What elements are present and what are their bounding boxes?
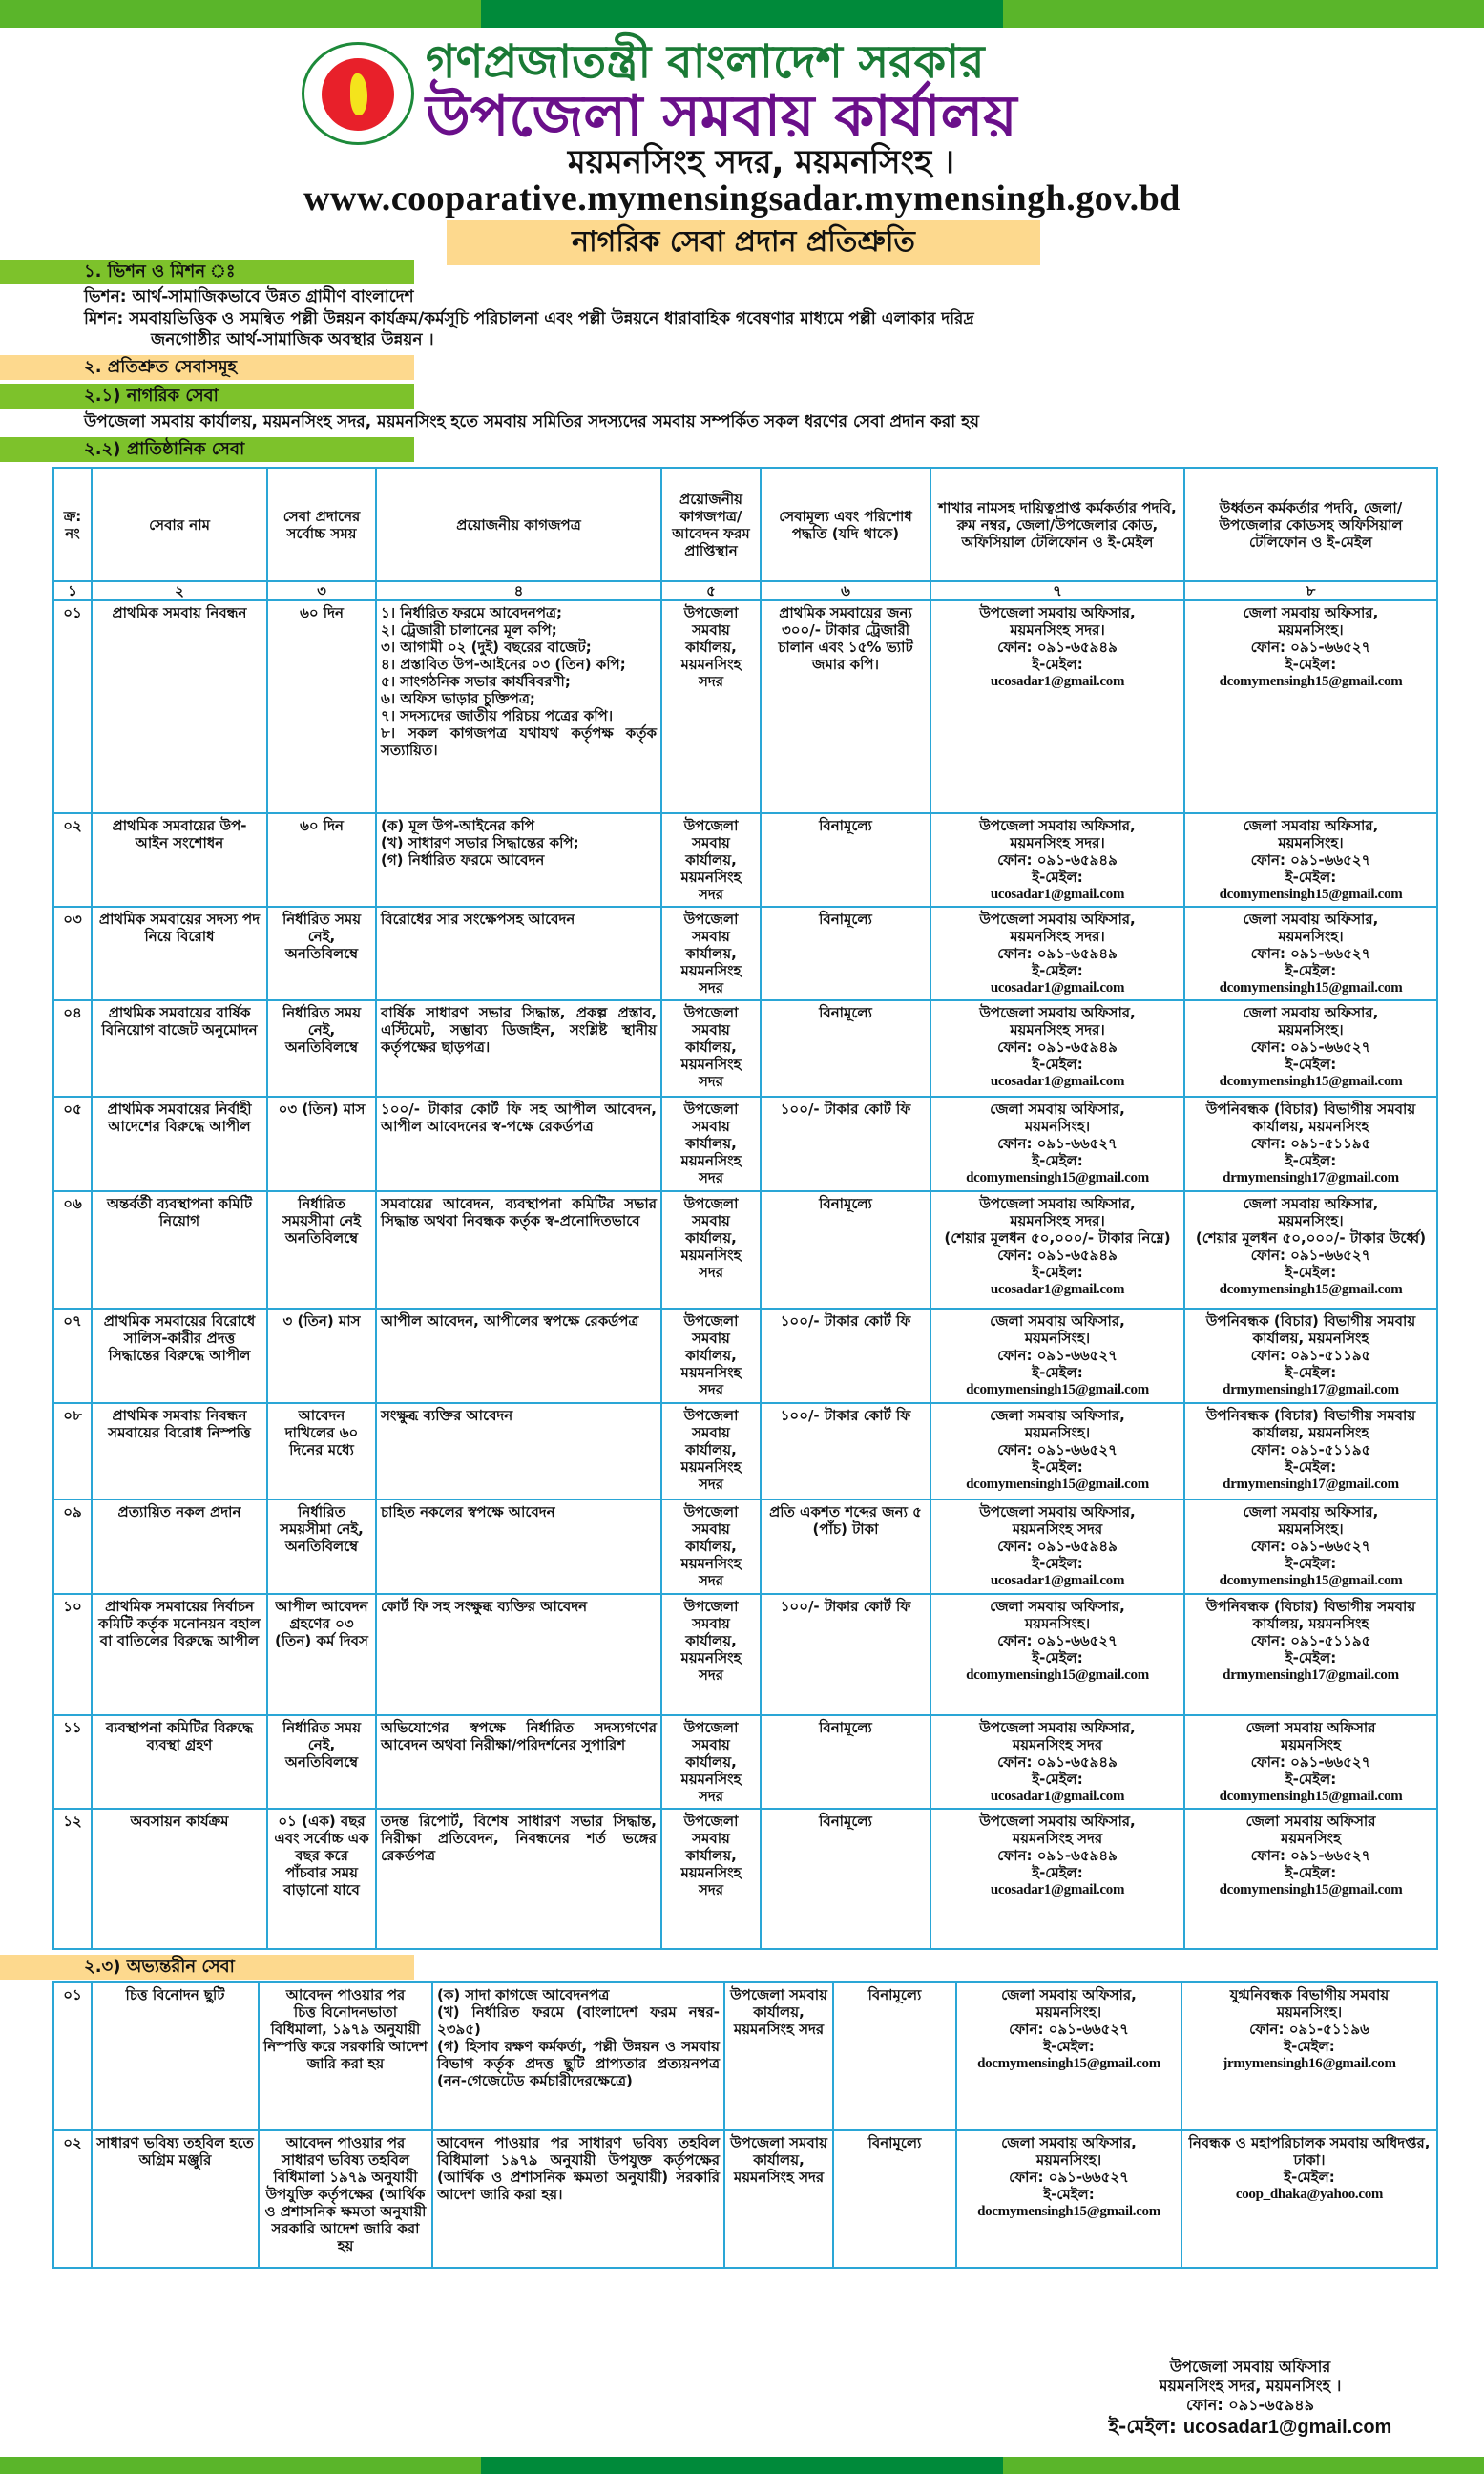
table-row	[53, 1097, 1437, 1191]
officer-email[interactable]: dcomymensingh15@gmail.com	[966, 1477, 1149, 1492]
superior-officer	[1184, 600, 1437, 813]
service-fee: বিনামূল্যে	[833, 2130, 956, 2268]
responsible-officer	[930, 1000, 1184, 1097]
responsible-officer	[930, 1594, 1184, 1715]
officer-email[interactable]: ucosadar1@gmail.com	[990, 887, 1125, 902]
service-fee: প্রাথমিক সমবায়ের জন্য ৩০০/- টাকার ট্রেজারী চালান এবং ১৫% ভ্যাট জমার কপি।	[761, 600, 930, 813]
table-row	[53, 1715, 1437, 1809]
table-row	[53, 1499, 1437, 1594]
table-row	[53, 1594, 1437, 1715]
required-documents: (ক) মূল উপ-আইনের কপি (খ) সাধারণ সভার সিদ্ধান্তের কপি; (গ) নির্ধারিত ফরমে আবেদন	[376, 813, 661, 907]
superior-email[interactable]: dcomymensingh15@gmail.com	[1219, 887, 1403, 902]
section-committed-services: ২. প্রতিশ্রুত সেবাসমূহ	[0, 355, 414, 380]
responsible-officer	[930, 1715, 1184, 1809]
superior-officer	[1184, 1309, 1437, 1403]
superior-details: জেলা সমবায় অফিসার, ময়মনসিংহ। (শেয়ার মূলধন ৫০,০০০/- টাকার উর্ধ্বে) ফোন: ০৯১-৬৬৫২৭ ই-মেইল:	[1195, 1195, 1427, 1281]
officer-email[interactable]: ucosadar1@gmail.com	[990, 674, 1125, 689]
required-documents: আপীল আবেদন, আপীলের স্বপক্ষে রেকর্ডপত্র	[376, 1309, 661, 1403]
table-row	[53, 907, 1437, 1000]
responsible-officer	[930, 813, 1184, 907]
responsible-officer	[930, 1097, 1184, 1191]
officer-details: উপজেলা সমবায় অফিসার, ময়মনসিংহ সদর ফোন: ০৯১-৬৫৯৪৯ ই-মেইল:	[979, 1503, 1136, 1572]
superior-details: উপনিবন্ধক (বিচার) বিভাগীয় সমবায় কার্যালয়, ময়মনসিংহ ফোন: ০৯১-৫১১৯৫ ই-মেইল:	[1205, 1407, 1416, 1476]
required-documents: ১০০/- টাকার কোর্ট ফি সহ আপীল আবেদন, আপীল আবেদনের স্ব-পক্ষে রেকর্ডপত্র	[376, 1097, 661, 1191]
serial-number: ০৫	[53, 1097, 92, 1191]
signature-designation: উপজেলা সমবায় অফিসার	[1169, 2358, 1331, 2376]
column-number: ২	[92, 581, 267, 600]
superior-details: জেলা সমবায় অফিসার ময়মনসিংহ ফোন: ০৯১-৬৬৫২৭ ই-মেইল:	[1245, 1719, 1376, 1788]
responsible-officer	[930, 1499, 1184, 1594]
service-fee: ১০০/- টাকার কোর্ট ফি	[761, 1594, 930, 1715]
max-service-time: নির্ধারিত সময়সীমা নেই, অনতিবিলম্বে	[267, 1499, 376, 1594]
column-header: ক্র: নং	[53, 468, 92, 581]
superior-officer	[1181, 1982, 1437, 2130]
signature-email-label: ই-মেইল:	[1108, 2415, 1177, 2438]
vision-text	[84, 286, 1477, 307]
column-number: ৫	[661, 581, 761, 600]
service-fee: প্রতি একশত শব্দের জন্য ৫ (পাঁচ) টাকা	[761, 1499, 930, 1594]
required-documents: আবেদন পাওয়ার পর সাধারণ ভবিষ্য তহবিল বিধিমালা ১৯৭৯ অনুযায়ী উপযুক্ত কর্তৃপক্ষের (আর্থিক ও প্রশাসনিক ক্ষমতা অনুযায়ী) সরকারি আদেশ জারি করা হয়।	[432, 2130, 724, 2268]
superior-officer	[1184, 1403, 1437, 1499]
superior-details: উপনিবন্ধক (বিচার) বিভাগীয় সমবায় কার্যালয়, ময়মনসিংহ ফোন: ০৯১-৫১১৯৫ ই-মেইল:	[1205, 1598, 1416, 1667]
signature-phone: ফোন: ০৯১-৬৫৯৪৯	[1185, 2396, 1315, 2414]
required-documents: (ক) সাদা কাগজে আবেদনপত্র (খ) নির্ধারিত ফরমে (বাংলাদেশ ফরম নম্বর- ২৩৯৫) (গ) হিসাব রক্ষণ কর্মকর্তা, পল্লী উন্নয়ন ও সমবায় বিভাগ কর্তৃক প্রদত্ত ছুটি প্রাপ্যতার প্রত্যয়নপত্র (নন-গেজেটেড কর্মচারীদেরক্ষেত্রে)	[432, 1982, 724, 2130]
top-color-bar	[0, 0, 1484, 28]
form-source: উপজেলা সমবায় কার্যালয়, ময়মনসিংহ সদর	[661, 1809, 761, 1949]
serial-number: ০১	[53, 1982, 92, 2130]
superior-officer	[1184, 1809, 1437, 1949]
serial-number: ০৪	[53, 1000, 92, 1097]
service-name: অবসায়ন কার্যক্রম	[92, 1809, 267, 1949]
officer-details: জেলা সমবায় অফিসার, ময়মনসিংহ। ফোন: ০৯১-৬৬৫২৭ ই-মেইল:	[1001, 1986, 1137, 2055]
required-documents: ১। নির্ধারিত ফরমে আবেদনপত্র; ২। ট্রেজারী চালানের মূল কপি; ৩। আগামী ০২ (দুই) বছরের বাজেট; ৪। প্রস্তাবিত উপ-আইনের ০৩ (তিন) কপি; ৫। সাংগঠনিক সভার কার্যবিবরণী; ৬। অফিস ভাড়ার চুক্তিপত্র; ৭। সদস্যদের জাতীয় পরিচয় পত্রের কপি। ৮। সকল কাগজপত্র যথাযথ কর্তৃপক্ষ কর্তৃক সত্যায়িত।	[376, 600, 661, 813]
signature-location: ময়মনসিংহ সদর, ময়মনসিংহ ।	[1159, 2377, 1342, 2395]
form-source: উপজেলা সমবায় কার্যালয়, ময়মনসিংহ সদর	[661, 600, 761, 813]
service-fee: বিনামূল্যে	[761, 1809, 930, 1949]
section-internal-services: ২.৩) অভ্যন্তরীন সেবা	[0, 1955, 414, 1980]
superior-email[interactable]: dcomymensingh15@gmail.com	[1219, 980, 1403, 996]
table-row	[53, 600, 1437, 813]
citizen-services-text	[84, 411, 1477, 432]
website-url[interactable]: www.cooparative.mymensingsadar.mymensingh.gov.bd	[303, 178, 1181, 219]
serial-number: ০২	[53, 813, 92, 907]
column-number: ৮	[1184, 581, 1437, 600]
officer-email[interactable]: ucosadar1@gmail.com	[990, 1074, 1125, 1089]
section-citizen-services: ২.১) নাগরিক সেবা	[0, 384, 414, 409]
superior-email[interactable]: dcomymensingh15@gmail.com	[1219, 1789, 1403, 1804]
responsible-officer	[930, 600, 1184, 813]
government-title: গণপ্রজাতন্ত্রী বাংলাদেশ সরকার	[426, 35, 985, 89]
max-service-time: আবেদন দাখিলের ৬০ দিনের মধ্যে	[267, 1403, 376, 1499]
vision-line: ভিশন: আর্থ-সামাজিকভাবে উন্নত গ্রামীণ বাংলাদেশ	[84, 287, 414, 306]
superior-officer	[1184, 1715, 1437, 1809]
superior-officer	[1184, 1097, 1437, 1191]
service-name: প্রাথমিক সমবায়ের বার্ষিক বিনিয়োগ বাজেট অনুমোদন	[92, 1000, 267, 1097]
officer-details: উপজেলা সমবায় অফিসার, ময়মনসিংহ সদর ফোন: ০৯১-৬৫৯৪৯ ই-মেইল:	[979, 1813, 1136, 1881]
table-row	[53, 813, 1437, 907]
column-header: প্রয়োজনীয় কাগজপত্র	[376, 468, 661, 581]
max-service-time: ৬০ দিন	[267, 813, 376, 907]
superior-officer	[1184, 1594, 1437, 1715]
form-source: উপজেলা সমবায় কার্যালয়, ময়মনসিংহ সদর	[661, 1000, 761, 1097]
superior-officer	[1184, 907, 1437, 1000]
responsible-officer	[930, 907, 1184, 1000]
service-fee: ১০০/- টাকার কোর্ট ফি	[761, 1403, 930, 1499]
column-number: ৪	[376, 581, 661, 600]
serial-number: ০৭	[53, 1309, 92, 1403]
table-row	[53, 1309, 1437, 1403]
table-header-row	[53, 468, 1437, 581]
form-source: উপজেলা সমবায় কার্যালয়, ময়মনসিংহ সদর	[661, 813, 761, 907]
service-name: অন্তর্বর্তী ব্যবস্থাপনা কমিটি নিয়োগ	[92, 1191, 267, 1309]
service-name: প্রত্যায়িত নকল প্রদান	[92, 1499, 267, 1594]
serial-number: ১২	[53, 1809, 92, 1949]
column-header: উর্ধ্বতন কর্মকর্তার পদবি, জেলা/উপজেলার কোডসহ অফিসিয়াল টেলিফোন ও ই-মেইল	[1184, 468, 1437, 581]
superior-details: জেলা সমবায় অফিসার, ময়মনসিংহ। ফোন: ০৯১-৬৬৫২৭ ই-মেইল:	[1243, 1004, 1379, 1073]
form-source: উপজেলা সমবায় কার্যালয়, ময়মনসিংহ সদর	[661, 1309, 761, 1403]
officer-details: উপজেলা সমবায় অফিসার, ময়মনসিংহ সদর। ফোন: ০৯১-৬৫৯৪৯ ই-মেইল:	[979, 911, 1136, 979]
serial-number: ০৯	[53, 1499, 92, 1594]
column-header: প্রয়োজনীয় কাগজপত্র/ আবেদন ফরম প্রাপ্তিস্থান	[661, 468, 761, 581]
service-fee: বিনামূল্যে	[761, 813, 930, 907]
superior-email[interactable]: drmymensingh17@gmail.com	[1223, 1477, 1399, 1492]
responsible-officer	[930, 1403, 1184, 1499]
institutional-services-table	[52, 467, 1438, 1950]
officer-email[interactable]: ucosadar1@gmail.com	[990, 1282, 1125, 1297]
service-name: প্রাথমিক সমবায় নিবন্ধন সমবায়ের বিরোধ নিস্পত্তি	[92, 1403, 267, 1499]
superior-officer	[1184, 1191, 1437, 1309]
mission-line-1: মিশন: সমবায়ভিত্তিক ও সমন্বিত পল্লী উন্নয়ন কার্যক্রম/কর্মসূচি পরিচালনা এবং পল্লী উন্নয়নে ধারাবাহিক গবেষণার মাধ্যমে পল্লী এলাকার দরিদ্র	[84, 309, 974, 328]
responsible-officer	[930, 1309, 1184, 1403]
officer-email[interactable]: dcomymensingh15@gmail.com	[966, 1667, 1149, 1683]
superior-officer	[1184, 1499, 1437, 1594]
responsible-officer	[956, 1982, 1181, 2130]
max-service-time: আপীল আবেদন গ্রহণের ০৩ (তিন) কর্ম দিবস	[267, 1594, 376, 1715]
officer-details: উপজেলা সমবায় অফিসার, ময়মনসিংহ সদর ফোন: ০৯১-৬৫৯৪৯ ই-মেইল:	[979, 1719, 1136, 1788]
max-service-time: নির্ধারিত সময় নেই, অনতিবিলম্বে	[267, 1715, 376, 1809]
bottom-bar-center	[481, 2457, 1003, 2474]
superior-email[interactable]: dcomymensingh15@gmail.com	[1219, 674, 1403, 689]
service-name: প্রাথমিক সমবায়ের নির্বাচন কমিটি কর্তৃক মনোনয়ন বহাল বা বাতিলের বিরুদ্ধে আপীল	[92, 1594, 267, 1715]
mission-text	[84, 308, 1477, 350]
superior-email[interactable]: dcomymensingh15@gmail.com	[1219, 1882, 1403, 1897]
form-source: উপজেলা সমবায় কার্যালয়, ময়মনসিংহ সদর	[661, 1191, 761, 1309]
superior-officer	[1184, 1000, 1437, 1097]
signature-email[interactable]: ucosadar1@gmail.com	[1182, 2417, 1392, 2438]
column-number: ৬	[761, 581, 930, 600]
serial-number: ০২	[53, 2130, 92, 2268]
office-title: উপজেলা সমবায় কার্যালয়	[426, 83, 1017, 150]
form-source: উপজেলা সমবায় কার্যালয়, ময়মনসিংহ সদর	[724, 1982, 833, 2130]
officer-email[interactable]: ucosadar1@gmail.com	[990, 1789, 1125, 1804]
column-number: ১	[53, 581, 92, 600]
officer-email[interactable]: docmymensingh15@gmail.com	[977, 2056, 1160, 2071]
superior-details: জেলা সমবায় অফিসার, ময়মনসিংহ। ফোন: ০৯১-৬৬৫২৭ ই-মেইল:	[1243, 817, 1379, 886]
required-documents: কোর্ট ফি সহ সংক্ষুব্ধ ব্যক্তির আবেদন	[376, 1594, 661, 1715]
service-name: প্রাথমিক সমবায়ের নির্বাহী আদেশের বিরুদ্ধে আপীল	[92, 1097, 267, 1191]
form-source: উপজেলা সমবায় কার্যালয়, ময়মনসিংহ সদর	[661, 1097, 761, 1191]
max-service-time: আবেদন পাওয়ার পর চিত্ত বিনোদনভাতা বিধিমালা, ১৯৭৯ অনুযায়ী নিস্পত্তি করে সরকারি আদেশ জারি করা হয়	[259, 1982, 432, 2130]
officer-email[interactable]: ucosadar1@gmail.com	[990, 1573, 1125, 1588]
column-number-row	[53, 581, 1437, 600]
column-header: সেবামূল্য এবং পরিশোধ পদ্ধতি (যদি থাকে)	[761, 468, 930, 581]
superior-details: নিবন্ধক ও মহাপরিচালক সমবায় অধিদপ্তর, ঢাকা। ই-মেইল:	[1188, 2134, 1431, 2186]
emblem-red-disc	[322, 58, 394, 131]
officer-email[interactable]: docmymensingh15@gmail.com	[977, 2204, 1160, 2219]
superior-email[interactable]: dcomymensingh15@gmail.com	[1219, 1282, 1403, 1297]
table-row	[53, 1000, 1437, 1097]
superior-email[interactable]: dcomymensingh15@gmail.com	[1219, 1074, 1403, 1089]
column-number: ৭	[930, 581, 1184, 600]
bottom-color-bar	[0, 2457, 1484, 2474]
officer-details: উপজেলা সমবায় অফিসার, ময়মনসিংহ সদর। ফোন: ০৯১-৬৫৯৪৯ ই-মেইল:	[979, 604, 1136, 673]
form-source: উপজেলা সমবায় কার্যালয়, ময়মনসিংহ সদর	[724, 2130, 833, 2268]
table-row	[53, 1403, 1437, 1499]
service-name: প্রাথমিক সমবায় নিবন্ধন	[92, 600, 267, 813]
form-source: উপজেলা সমবায় কার্যালয়, ময়মনসিংহ সদর	[661, 907, 761, 1000]
max-service-time: ০৩ (তিন) মাস	[267, 1097, 376, 1191]
table-row	[53, 1809, 1437, 1949]
superior-email[interactable]: drmymensingh17@gmail.com	[1223, 1667, 1399, 1683]
office-location: ময়মনসিংহ সদর, ময়মনসিংহ ।	[567, 143, 955, 181]
column-header: সেবার নাম	[92, 468, 267, 581]
signature-block	[1059, 2358, 1441, 2438]
superior-details: উপনিবন্ধক (বিচার) বিভাগীয় সমবায় কার্যালয়, ময়মনসিংহ ফোন: ০৯১-৫১১৯৫ ই-মেইল:	[1205, 1101, 1416, 1169]
max-service-time: ৬০ দিন	[267, 600, 376, 813]
max-service-time: নির্ধারিত সময় নেই, অনতিবিলম্বে	[267, 1000, 376, 1097]
form-source: উপজেলা সমবায় কার্যালয়, ময়মনসিংহ সদর	[661, 1594, 761, 1715]
form-source: উপজেলা সমবায় কার্যালয়, ময়মনসিংহ সদর	[661, 1715, 761, 1809]
column-header: সেবা প্রদানের সর্বোচ্চ সময়	[267, 468, 376, 581]
column-header: শাখার নামসহ দায়িত্বপ্রাপ্ত কর্মকর্তার পদবি, রুম নম্বর, জেলা/উপজেলার কোড, অফিসিয়াল টেলিফোন ও ই-মেইল	[930, 468, 1184, 581]
officer-details: জেলা সমবায় অফিসার, ময়মনসিংহ। ফোন: ০৯১-৬৬৫২৭ ই-মেইল:	[990, 1101, 1125, 1169]
service-fee: ১০০/- টাকার কোর্ট ফি	[761, 1097, 930, 1191]
service-name: সাধারণ ভবিষ্য তহবিল হতে অগ্রিম মঞ্জুরি	[92, 2130, 259, 2268]
max-service-time: ০১ (এক) বছর এবং সর্বোচ্চ এক বছর করে পাঁচবার সময় বাড়ানো যাবে	[267, 1809, 376, 1949]
table-row	[53, 1982, 1437, 2130]
government-emblem-logo	[302, 42, 414, 145]
table-row	[53, 1191, 1437, 1309]
citizen-services-line: উপজেলা সমবায় কার্যালয়, ময়মনসিংহ সদর, ময়মনসিংহ হতে সমবায় সমিতির সদস্যদের সমবায় সম্পর্কিত সকল ধরণের সেবা প্রদান করা হয়	[84, 412, 980, 431]
required-documents: সমবায়ের আবেদন, ব্যবস্থাপনা কমিটির সভার সিদ্ধান্ত অথবা নিবন্ধক কর্তৃক স্ব-প্রনোদিতভাবে	[376, 1191, 661, 1309]
superior-email[interactable]: drmymensingh17@gmail.com	[1223, 1382, 1399, 1397]
officer-details: উপজেলা সমবায় অফিসার, ময়মনসিংহ সদর। ফোন: ০৯১-৬৫৯৪৯ ই-মেইল:	[979, 817, 1136, 886]
form-source: উপজেলা সমবায় কার্যালয়, ময়মনসিংহ সদর	[661, 1403, 761, 1499]
superior-email[interactable]: jrmymensingh16@gmail.com	[1223, 2056, 1396, 2071]
superior-officer	[1181, 2130, 1437, 2268]
top-bar-center	[481, 0, 1003, 28]
service-fee: বিনামূল্যে	[761, 1191, 930, 1309]
responsible-officer	[930, 1809, 1184, 1949]
required-documents: অভিযোগের স্বপক্ষে নির্ধারিত সদস্যগণের আবেদন অথবা নিরীক্ষা/পরিদর্শনের সুপারিশ	[376, 1715, 661, 1809]
superior-details: উপনিবন্ধক (বিচার) বিভাগীয় সমবায় কার্যালয়, ময়মনসিংহ ফোন: ০৯১-৫১১৯৫ ই-মেইল:	[1205, 1312, 1416, 1381]
officer-details: জেলা সমবায় অফিসার, ময়মনসিংহ। ফোন: ০৯১-৬৬৫২৭ ই-মেইল:	[1001, 2134, 1137, 2203]
officer-details: জেলা সমবায় অফিসার, ময়মনসিংহ। ফোন: ০৯১-৬৬৫২৭ ই-মেইল:	[990, 1312, 1125, 1381]
serial-number: ০১	[53, 600, 92, 813]
required-documents: তদন্ত রিপোর্ট, বিশেষ সাধারণ সভার সিদ্ধান্ত, নিরীক্ষা প্রতিবেদন, নিবন্ধনের শর্ত ভঙ্গের রেকর্ডপত্র	[376, 1809, 661, 1949]
superior-details: জেলা সমবায় অফিসার, ময়মনসিংহ। ফোন: ০৯১-৬৬৫২৭ ই-মেইল:	[1243, 1503, 1379, 1572]
charter-title: নাগরিক সেবা প্রদান প্রতিশ্রুতি	[447, 220, 1040, 265]
superior-details: জেলা সমবায় অফিসার ময়মনসিংহ ফোন: ০৯১-৬৬৫২৭ ই-মেইল:	[1245, 1813, 1376, 1881]
mission-line-2: জনগোষ্ঠীর আর্থ-সামাজিক অবস্থার উন্নয়ন ।	[151, 330, 434, 349]
serial-number: ০৬	[53, 1191, 92, 1309]
required-documents: চাহিত নকলের স্বপক্ষে আবেদন	[376, 1499, 661, 1594]
superior-officer	[1184, 813, 1437, 907]
officer-email[interactable]: dcomymensingh15@gmail.com	[966, 1382, 1149, 1397]
max-service-time: ৩ (তিন) মাস	[267, 1309, 376, 1403]
officer-email[interactable]: dcomymensingh15@gmail.com	[966, 1170, 1149, 1185]
officer-details: উপজেলা সমবায় অফিসার, ময়মনসিংহ সদর। ফোন: ০৯১-৬৫৯৪৯ ই-মেইল:	[979, 1004, 1136, 1073]
responsible-officer	[956, 2130, 1181, 2268]
internal-services-table	[52, 1981, 1438, 2269]
service-name: প্রাথমিক সমবায়ের বিরোধে সালিস-কারীর প্রদত্ত সিদ্ধান্তের বিরুদ্ধে আপীল	[92, 1309, 267, 1403]
officer-details: উপজেলা সমবায় অফিসার, ময়মনসিংহ সদর। (শেয়ার মূলধন ৫০,০০০/- টাকার নিম্নে) ফোন: ০৯১-৬৫৯৪৯ ই-মেইল:	[944, 1195, 1171, 1281]
service-name: প্রাথমিক সমবায়ের সদস্য পদ নিয়ে বিরোধ	[92, 907, 267, 1000]
serial-number: ১১	[53, 1715, 92, 1809]
superior-details: জেলা সমবায় অফিসার, ময়মনসিংহ। ফোন: ০৯১-৬৬৫২৭ ই-মেইল:	[1243, 604, 1379, 673]
service-name: প্রাথমিক সমবায়ের উপ-আইন সংশোধন	[92, 813, 267, 907]
serial-number: ০৮	[53, 1403, 92, 1499]
required-documents: সংক্ষুব্ধ ব্যক্তির আবেদন	[376, 1403, 661, 1499]
serial-number: ১০	[53, 1594, 92, 1715]
officer-email[interactable]: ucosadar1@gmail.com	[990, 1882, 1125, 1897]
superior-email[interactable]: coop_dhaka@yahoo.com	[1235, 2187, 1384, 2202]
responsible-officer	[930, 1191, 1184, 1309]
section-vision-mission: ১. ভিশন ও মিশন ঃ	[0, 260, 414, 284]
table-row	[53, 2130, 1437, 2268]
service-name: ব্যবস্থাপনা কমিটির বিরুদ্ধে ব্যবস্থা গ্রহণ	[92, 1715, 267, 1809]
column-number: ৩	[267, 581, 376, 600]
officer-details: জেলা সমবায় অফিসার, ময়মনসিংহ। ফোন: ০৯১-৬৬৫২৭ ই-মেইল:	[990, 1407, 1125, 1476]
required-documents: বিরোধের সার সংক্ষেপসহ আবেদন	[376, 907, 661, 1000]
superior-email[interactable]: dcomymensingh15@gmail.com	[1219, 1573, 1403, 1588]
max-service-time: আবেদন পাওয়ার পর সাধারণ ভবিষ্য তহবিল বিধিমালা ১৯৭৯ অনুযায়ী উপযুক্তি কর্তৃপক্ষের (আর্থিক ও প্রশাসনিক ক্ষমতা অনুযায়ী সরকারি আদেশ জারি করা হয়	[259, 2130, 432, 2268]
section-institutional-services: ২.২) প্রাতিষ্ঠানিক সেবা	[0, 437, 414, 462]
max-service-time: নির্ধারিত সময় নেই, অনতিবিলম্বে	[267, 907, 376, 1000]
service-fee: বিনামূল্যে	[761, 907, 930, 1000]
service-fee: বিনামূল্যে	[761, 1000, 930, 1097]
superior-details: যুগ্মনিবন্ধক বিভাগীয় সমবায় ময়মনসিংহ। ফোন: ০৯১-৫১১৯৬ ই-মেইল:	[1229, 1986, 1390, 2055]
superior-details: জেলা সমবায় অফিসার, ময়মনসিংহ। ফোন: ০৯১-৬৬৫২৭ ই-মেইল:	[1243, 911, 1379, 979]
superior-email[interactable]: drmymensingh17@gmail.com	[1223, 1170, 1399, 1185]
officer-details: জেলা সমবায় অফিসার, ময়মনসিংহ। ফোন: ০৯১-৬৬৫২৭ ই-মেইল:	[990, 1598, 1125, 1667]
service-fee: ১০০/- টাকার কোর্ট ফি	[761, 1309, 930, 1403]
required-documents: বার্ষিক সাধারণ সভার সিদ্ধান্ত, প্রকল্প প্রস্তাব, এস্টিমেট, সম্ভাব্য ডিজাইন, সংশ্লিষ্ট স্থানীয় কর্তৃপক্ষের ছাড়পত্র।	[376, 1000, 661, 1097]
service-fee: বিনামূল্যে	[833, 1982, 956, 2130]
service-name: চিত্ত বিনোদন ছুটি	[92, 1982, 259, 2130]
serial-number: ০৩	[53, 907, 92, 1000]
service-fee: বিনামূল্যে	[761, 1715, 930, 1809]
emblem-map	[350, 73, 367, 115]
officer-email[interactable]: ucosadar1@gmail.com	[990, 980, 1125, 996]
max-service-time: নির্ধারিত সময়সীমা নেই অনতিবিলম্বে	[267, 1191, 376, 1309]
form-source: উপজেলা সমবায় কার্যালয়, ময়মনসিংহ সদর	[661, 1499, 761, 1594]
